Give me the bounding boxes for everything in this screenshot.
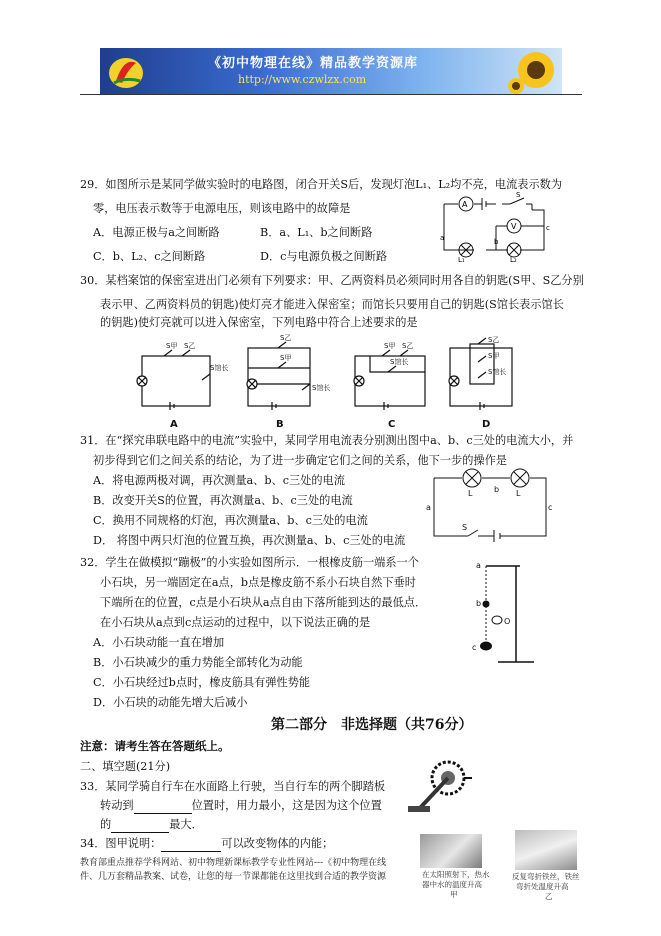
svg-text:A: A <box>462 200 468 209</box>
svg-text:S馆长: S馆长 <box>210 364 229 372</box>
q34-line1-start: 34．图甲说明： <box>80 837 162 850</box>
svg-text:L₁: L₁ <box>458 256 465 264</box>
svg-text:S: S <box>516 192 521 199</box>
svg-text:S乙: S乙 <box>280 334 292 342</box>
q30-line1: 30．某档案馆的保密室进出门必须有下列要求：甲、乙两资料员必须同时用各自的钥匙(S甲、S乙分别 <box>80 274 584 287</box>
q33-bicycle-pedal-diagram <box>404 756 474 826</box>
footer-line1: 教育部重点推荐学科网站、初中物理新课标教学专业性网站---《初中物理在线 <box>80 858 387 868</box>
svg-text:S馆长: S馆长 <box>390 358 409 366</box>
part2-header: 第二部分 非选择题（共76分） <box>271 717 473 733</box>
svg-text:S乙: S乙 <box>184 342 196 350</box>
banner-title: 《初中物理在线》精品教学资源库 <box>208 56 419 71</box>
footer-line2: 件、几万套精品教案、试卷，让您的每一节课都能在这里找到合适的教学资源 <box>80 872 387 882</box>
q29-line1: 29．如图所示是某同学做实验时的电路图，闭合开关S后，发现灯泡L₁、L₂均不亮，电流表示数为 <box>80 178 563 191</box>
q34-blank[interactable] <box>161 839 221 852</box>
q30-label-d: D <box>482 419 491 430</box>
photo-yi-caption2: 弯折处温度升高 <box>516 882 569 891</box>
svg-text:a: a <box>440 234 445 242</box>
svg-text:O: O <box>504 617 511 626</box>
q30-label-a: A <box>170 419 178 430</box>
site-banner <box>100 48 562 94</box>
svg-text:b: b <box>494 238 499 246</box>
q32-option-a: A．小石块动能一直在增加 <box>93 636 225 649</box>
q33-line3-end: 最大． <box>169 818 203 831</box>
svg-text:c: c <box>472 643 477 652</box>
q30-line2: 表示甲、乙两资料员的钥匙)使灯亮才能进入保密室；而馆长只要用自己的钥匙(S馆长表示馆长 <box>100 298 564 311</box>
q31-option-a: A．将电源两极对调，再次测量a、b、c三处的电流 <box>93 474 345 487</box>
q33-blank-quantity[interactable] <box>111 820 169 833</box>
svg-text:S甲: S甲 <box>166 342 178 350</box>
q33-line3-start: 的 <box>100 818 112 831</box>
q33-line2 <box>100 798 382 814</box>
header-rule <box>80 94 582 95</box>
q30-label-b: B <box>276 419 284 430</box>
svg-text:S馆长: S馆长 <box>312 384 331 392</box>
sunflower-icon <box>504 48 562 94</box>
q32-option-b: B．小石块减少的重力势能全部转化为动能 <box>93 656 303 669</box>
q34-line1 <box>80 836 333 852</box>
q30-circuit-options <box>130 334 530 430</box>
q33-line1: 33．某同学骑自行车在水面路上行驶，当自行车的两个脚踏板 <box>80 780 386 793</box>
q29-option-a: A．电源正极与a之间断路 <box>93 226 220 239</box>
q32-line2: 小石块，另一端固定在a点，b点是橡皮筋不系小石块自然下垂时 <box>100 576 416 589</box>
svg-text:c: c <box>546 224 550 232</box>
photo-jia-label: 甲 <box>450 890 458 899</box>
svg-text:V: V <box>511 222 517 231</box>
q31-option-c: C．换用不同规格的灯泡，再次测量a、b、c三处的电流 <box>93 514 368 527</box>
svg-text:b: b <box>494 485 500 494</box>
fill-section-title: 二、填空题(21分) <box>80 760 171 773</box>
svg-text:a: a <box>426 503 431 512</box>
q32-line1: 32．学生在做模拟“蹦极”的小实验如图所示．一根橡皮筋一端系一个 <box>80 556 419 569</box>
q32-bungee-diagram <box>462 556 542 674</box>
q29-line2: 零，电压表示数等于电源电压，则该电路中的故障是 <box>93 202 351 215</box>
q31-option-b: B．改变开关S的位置，再次测量a、b、c三处的电流 <box>93 494 353 507</box>
q31-circuit-diagram <box>424 464 554 546</box>
svg-text:S馆长: S馆长 <box>488 368 507 376</box>
part2-note: 注意：请考生答在答题纸上。 <box>80 739 230 753</box>
q30-line3: 的钥匙)使灯亮就可以进入保密室，下列电路中符合上述要求的是 <box>100 316 418 329</box>
q33-line2-end: 位置时，用力最小，这是因为这个位置 <box>191 799 382 812</box>
svg-text:S甲: S甲 <box>280 354 292 362</box>
q29-option-d: D．c与电源负极之间断路 <box>260 250 388 263</box>
photo-yi-caption1: 反复弯折铁丝，铁丝 <box>512 872 580 881</box>
q34-line1-end: 可以改变物体的内能； <box>221 837 334 850</box>
q33-blank-position[interactable] <box>134 801 192 814</box>
q31-option-d: D． 将图中两只灯泡的位置互换，再次测量a、b、c三处的电流 <box>93 534 406 547</box>
q33-line2-start: 转动到 <box>100 799 134 812</box>
photo-jia-caption1: 在太阳照射下，热水 <box>422 870 490 879</box>
q32-option-d: D．小石块的动能先增大后减小 <box>93 696 248 709</box>
photo-yi-label: 乙 <box>545 892 553 901</box>
svg-text:a: a <box>476 561 481 570</box>
svg-text:S乙: S乙 <box>402 342 414 350</box>
svg-text:L: L <box>516 489 521 498</box>
q29-option-c: C．b、L₂、c之间断路 <box>93 250 206 263</box>
q31-line1: 31．在“探究串联电路中的电流”实验中，某同学用电流表分别测出图中a、b、c三处的电流大小，并 <box>80 434 574 447</box>
q30-label-c: C <box>388 419 396 430</box>
svg-text:b: b <box>476 599 482 608</box>
q29-circuit-diagram <box>436 192 556 264</box>
q29-option-b: B．a、L₁、b之间断路 <box>260 226 373 239</box>
banner-url: http://www.czwlzx.com <box>238 73 367 86</box>
q33-line3 <box>100 817 203 833</box>
svg-text:c: c <box>548 503 553 512</box>
photo-jia-caption2: 器中水的温度升高 <box>422 880 482 889</box>
site-logo-icon <box>106 51 146 91</box>
svg-text:S: S <box>462 523 468 532</box>
svg-text:L: L <box>468 489 473 498</box>
q32-option-c: C．小石块经过b点时，橡皮筋具有弹性势能 <box>93 676 311 689</box>
svg-text:S甲: S甲 <box>384 342 396 350</box>
photo-bending-wire <box>515 830 577 870</box>
photo-solar-water-heater <box>420 834 482 868</box>
svg-text:L₂: L₂ <box>510 256 517 264</box>
q32-line4: 在小石块从a点到c点运动的过程中，以下说法正确的是 <box>100 616 371 629</box>
svg-text:S甲: S甲 <box>488 352 500 360</box>
svg-text:S乙: S乙 <box>488 336 500 344</box>
q31-line2: 初步得到它们之间关系的结论，为了进一步确定它们之间的关系，他下一步的操作是 <box>93 454 507 467</box>
q32-line3: 下端所在的位置，c点是小石块从a点自由下落所能到达的最低点． <box>100 596 427 609</box>
